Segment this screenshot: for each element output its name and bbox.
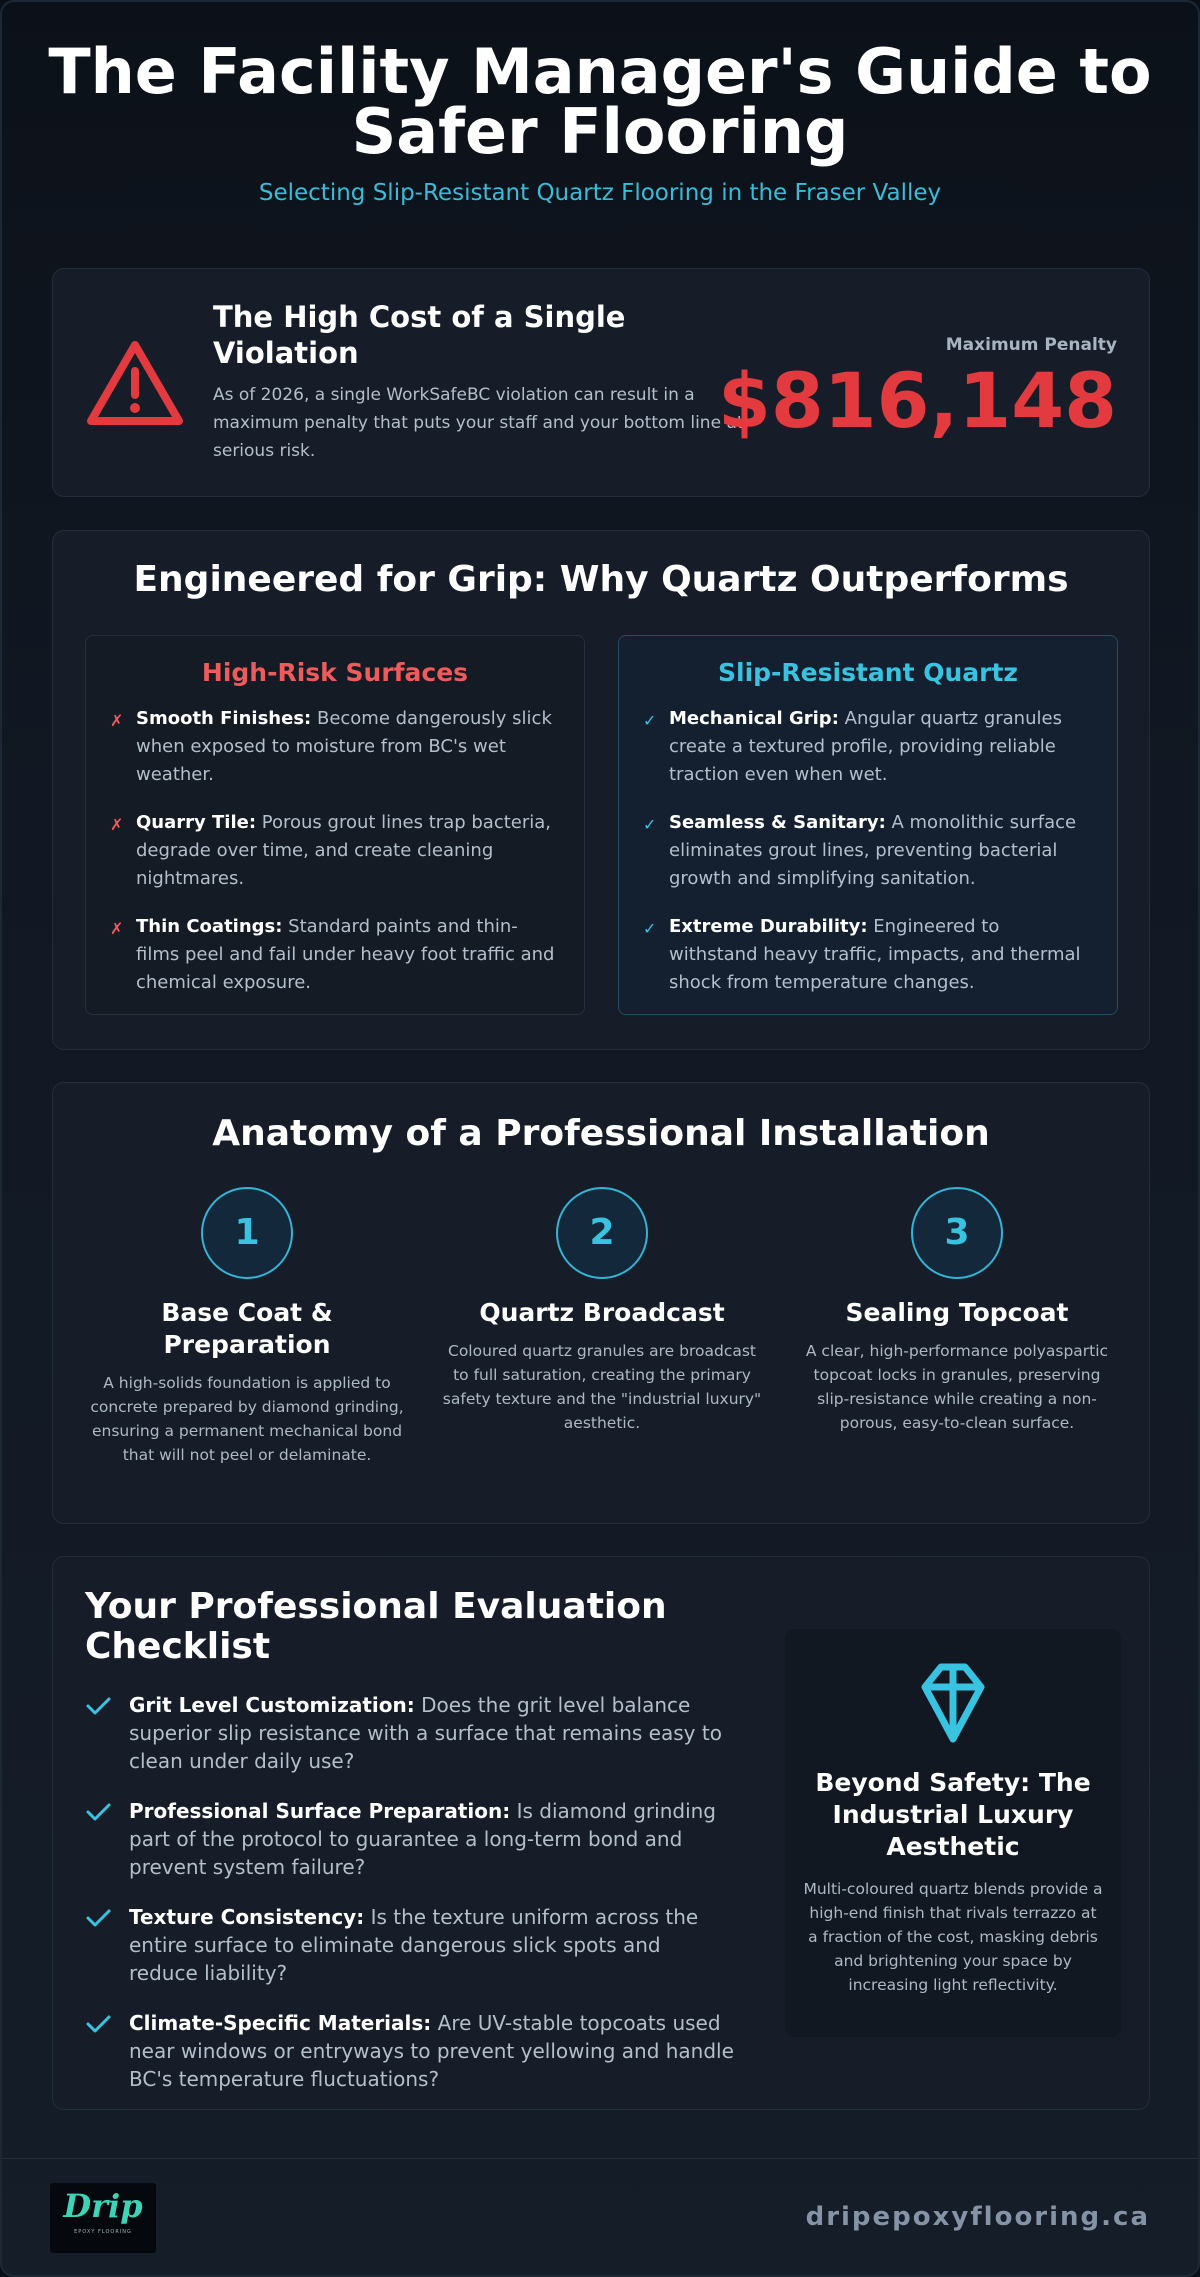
step-text: A high-solids foundation is applied to concrete prepared by diamond grinding, ensuring a permanent mechanical bond that will not peel or delaminate. bbox=[90, 1374, 404, 1464]
installation-card bbox=[52, 1082, 1150, 1524]
item-text: Become dangerously slick when exposed to moisture from BC's wet weather. bbox=[136, 708, 552, 785]
item-term: Thin Coatings: bbox=[136, 916, 283, 937]
check-text: Is diamond grinding part of the protocol to guarantee a long-term bond and prevent system failure? bbox=[129, 1799, 716, 1879]
installation-step bbox=[437, 1187, 767, 1435]
list-item bbox=[110, 809, 560, 893]
check-term: Professional Surface Preparation: bbox=[129, 1799, 511, 1823]
quartz-column bbox=[618, 635, 1118, 1015]
check-term: Grit Level Customization: bbox=[129, 1693, 415, 1717]
checklist-heading: Your Professional Evaluation Checklist bbox=[85, 1586, 667, 1667]
item-text: Porous grout lines trap bacteria, degrade over time, and create cleaning nightmares. bbox=[136, 812, 552, 889]
callout-title: Beyond Safety: The Industrial Luxury Aesthetic bbox=[815, 1768, 1091, 1861]
list-item bbox=[643, 809, 1093, 893]
high-risk-column bbox=[85, 635, 585, 1015]
diamond-icon bbox=[907, 1657, 999, 1749]
checklist bbox=[85, 1691, 735, 2115]
penalty-heading: The High Cost of a Single Violation bbox=[213, 300, 626, 370]
installation-heading: Anatomy of a Professional Installation bbox=[212, 1113, 990, 1154]
step-title: Quartz Broadcast bbox=[479, 1298, 725, 1327]
warning-triangle-icon bbox=[85, 339, 185, 427]
item-term: Extreme Durability: bbox=[669, 916, 868, 937]
aesthetic-callout bbox=[785, 1629, 1121, 2037]
footer bbox=[2, 2158, 1198, 2277]
checkmark-icon bbox=[85, 1903, 129, 1933]
high-risk-title: High-Risk Surfaces bbox=[201, 658, 469, 687]
checklist-item bbox=[85, 1797, 735, 1881]
list-item bbox=[643, 913, 1093, 997]
check-icon: ✓ bbox=[643, 815, 657, 834]
cross-icon: ✗ bbox=[110, 815, 124, 834]
page-title: The Facility Manager's Guide to Safer Flooring bbox=[48, 35, 1152, 168]
page-subtitle: Selecting Slip-Resistant Quartz Flooring in the Fraser Valley bbox=[258, 180, 942, 206]
checklist-item bbox=[85, 1903, 735, 1987]
grip-heading: Engineered for Grip: Why Quartz Outperforms bbox=[133, 559, 1069, 600]
step-text: Coloured quartz granules are broadcast to full saturation, creating the primary safety texture and the "industrial luxury" aesthetic. bbox=[442, 1342, 762, 1432]
step-number: 2 bbox=[556, 1187, 648, 1279]
checklist-item bbox=[85, 1691, 735, 1775]
grip-comparison-card bbox=[52, 530, 1150, 1050]
checklist-card bbox=[52, 1556, 1150, 2110]
item-term: Quarry Tile: bbox=[136, 812, 257, 833]
item-text: Angular quartz granules create a textured profile, providing reliable traction even when wet. bbox=[669, 708, 1062, 785]
step-title: Sealing Topcoat bbox=[845, 1298, 1069, 1327]
checklist-item bbox=[85, 2009, 735, 2093]
list-item bbox=[110, 705, 560, 789]
website-link[interactable]: dripepoxyflooring.ca bbox=[805, 2202, 1150, 2232]
checkmark-icon bbox=[85, 1797, 129, 1827]
check-text: Does the grit level balance superior slip resistance with a surface that remains easy to clean under daily use? bbox=[129, 1693, 722, 1773]
item-term: Seamless & Sanitary: bbox=[669, 812, 886, 833]
step-text: A clear, high-performance polyaspartic topcoat locks in granules, preserving slip-resistance while creating a non-porous, easy-to-clean surface. bbox=[805, 1342, 1109, 1432]
hero-header bbox=[2, 2, 1198, 206]
item-text: Engineered to withstand heavy traffic, impacts, and thermal shock from temperature changes. bbox=[669, 916, 1081, 993]
quartz-title: Slip-Resistant Quartz bbox=[718, 658, 1018, 687]
step-title: Base Coat & Preparation bbox=[161, 1298, 333, 1359]
installation-step bbox=[82, 1187, 412, 1467]
check-icon: ✓ bbox=[643, 919, 657, 938]
penalty-card bbox=[52, 268, 1150, 497]
cross-icon: ✗ bbox=[110, 711, 124, 730]
penalty-body: As of 2026, a single WorkSafeBC violation can result in a maximum penalty that puts your staff and your bottom line at serious risk. bbox=[213, 385, 744, 461]
item-term: Mechanical Grip: bbox=[669, 708, 839, 729]
cross-icon: ✗ bbox=[110, 919, 124, 938]
list-item bbox=[643, 705, 1093, 789]
checkmark-icon bbox=[85, 1691, 129, 1721]
check-text: Are UV-stable topcoats used near windows or entryways to prevent yellowing and handle BC's temperature fluctuations? bbox=[129, 2011, 734, 2091]
check-icon: ✓ bbox=[643, 711, 657, 730]
check-text: Is the texture uniform across the entire surface to eliminate dangerous slick spots and reduce liability? bbox=[129, 1905, 699, 1985]
check-term: Texture Consistency: bbox=[129, 1905, 365, 1929]
penalty-amount: $816,148 bbox=[717, 356, 1117, 445]
logo-tagline: EPOXY FLOORING bbox=[74, 2229, 132, 2235]
item-text: A monolithic surface eliminates grout lines, preventing bacterial growth and simplifying sanitation. bbox=[669, 812, 1077, 889]
step-number: 3 bbox=[911, 1187, 1003, 1279]
check-term: Climate-Specific Materials: bbox=[129, 2011, 432, 2035]
penalty-amount-label: Maximum Penalty bbox=[945, 335, 1117, 355]
item-text: Standard paints and thin-films peel and fail under heavy foot traffic and chemical exposure. bbox=[136, 916, 555, 993]
logo-wordmark: Drip bbox=[63, 2187, 143, 2225]
list-item bbox=[110, 913, 560, 997]
callout-text: Multi-coloured quartz blends provide a high-end finish that rivals terrazzo at a fraction of the cost, masking debris and brightening your space by increasing light reflectivity. bbox=[803, 1880, 1103, 1994]
installation-step bbox=[792, 1187, 1122, 1435]
step-number: 1 bbox=[201, 1187, 293, 1279]
checkmark-icon bbox=[85, 2009, 129, 2039]
item-term: Smooth Finishes: bbox=[136, 708, 312, 729]
brand-logo[interactable] bbox=[50, 2183, 156, 2253]
